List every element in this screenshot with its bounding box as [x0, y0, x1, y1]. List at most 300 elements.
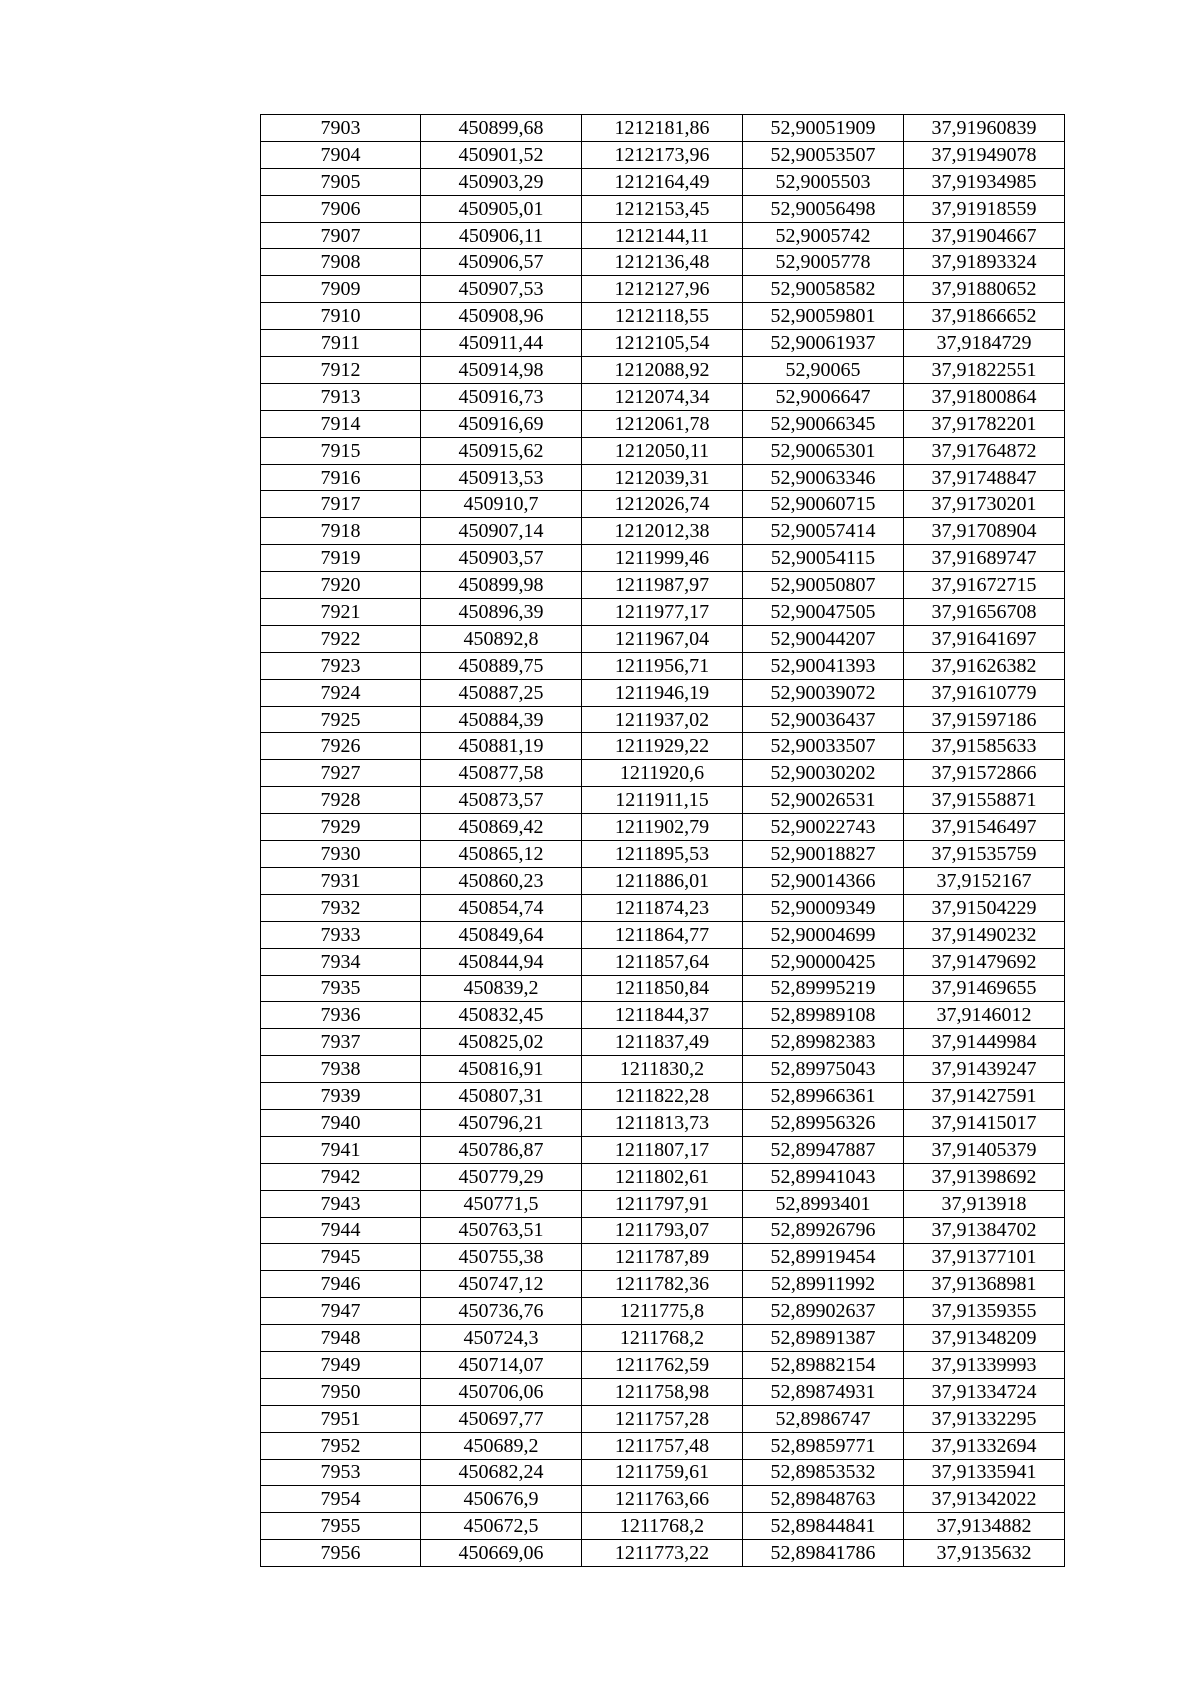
- table-row: [261, 195, 1065, 222]
- longitude-cell: 37,91641697: [904, 625, 1065, 652]
- latitude-cell: 52,90060715: [743, 491, 904, 518]
- point-number-cell: 7918: [261, 518, 421, 545]
- x-coordinate-cell: 450763,51: [421, 1217, 582, 1244]
- point-number-cell: 7924: [261, 679, 421, 706]
- table-row: [261, 437, 1065, 464]
- x-coordinate-cell: 450914,98: [421, 357, 582, 384]
- y-coordinate-cell: 1211967,04: [582, 625, 743, 652]
- y-coordinate-cell: 1211895,53: [582, 841, 743, 868]
- table-row: [261, 1298, 1065, 1325]
- y-coordinate-cell: 1212181,86: [582, 115, 743, 142]
- table-row: [261, 464, 1065, 491]
- y-coordinate-cell: 1211797,91: [582, 1190, 743, 1217]
- table-row: [261, 841, 1065, 868]
- longitude-cell: 37,91439247: [904, 1056, 1065, 1083]
- point-number-cell: 7913: [261, 383, 421, 410]
- point-number-cell: 7943: [261, 1190, 421, 1217]
- table-row: [261, 168, 1065, 195]
- longitude-cell: 37,91822551: [904, 357, 1065, 384]
- x-coordinate-cell: 450796,21: [421, 1109, 582, 1136]
- longitude-cell: 37,9134882: [904, 1513, 1065, 1540]
- y-coordinate-cell: 1211775,8: [582, 1298, 743, 1325]
- point-number-cell: 7912: [261, 357, 421, 384]
- latitude-cell: 52,90044207: [743, 625, 904, 652]
- x-coordinate-cell: 450786,87: [421, 1136, 582, 1163]
- longitude-cell: 37,91610779: [904, 679, 1065, 706]
- point-number-cell: 7938: [261, 1056, 421, 1083]
- y-coordinate-cell: 1211929,22: [582, 733, 743, 760]
- longitude-cell: 37,91359355: [904, 1298, 1065, 1325]
- longitude-cell: 37,91800864: [904, 383, 1065, 410]
- point-number-cell: 7915: [261, 437, 421, 464]
- point-number-cell: 7903: [261, 115, 421, 142]
- point-number-cell: 7940: [261, 1109, 421, 1136]
- latitude-cell: 52,89841786: [743, 1540, 904, 1567]
- y-coordinate-cell: 1211758,98: [582, 1378, 743, 1405]
- y-coordinate-cell: 1211920,6: [582, 760, 743, 787]
- y-coordinate-cell: 1211864,77: [582, 921, 743, 948]
- longitude-cell: 37,91572866: [904, 760, 1065, 787]
- x-coordinate-cell: 450697,77: [421, 1405, 582, 1432]
- point-number-cell: 7939: [261, 1083, 421, 1110]
- y-coordinate-cell: 1211987,97: [582, 572, 743, 599]
- y-coordinate-cell: 1212153,45: [582, 195, 743, 222]
- longitude-cell: 37,91348209: [904, 1325, 1065, 1352]
- x-coordinate-cell: 450877,58: [421, 760, 582, 787]
- table-row: [261, 652, 1065, 679]
- point-number-cell: 7906: [261, 195, 421, 222]
- point-number-cell: 7922: [261, 625, 421, 652]
- latitude-cell: 52,89956326: [743, 1109, 904, 1136]
- x-coordinate-cell: 450747,12: [421, 1271, 582, 1298]
- table-row: [261, 1513, 1065, 1540]
- longitude-cell: 37,913918: [904, 1190, 1065, 1217]
- latitude-cell: 52,90050807: [743, 572, 904, 599]
- x-coordinate-cell: 450887,25: [421, 679, 582, 706]
- x-coordinate-cell: 450903,57: [421, 545, 582, 572]
- latitude-cell: 52,90036437: [743, 706, 904, 733]
- x-coordinate-cell: 450906,57: [421, 249, 582, 276]
- x-coordinate-cell: 450913,53: [421, 464, 582, 491]
- longitude-cell: 37,9184729: [904, 330, 1065, 357]
- y-coordinate-cell: 1212026,74: [582, 491, 743, 518]
- point-number-cell: 7932: [261, 894, 421, 921]
- longitude-cell: 37,91893324: [904, 249, 1065, 276]
- latitude-cell: 52,90039072: [743, 679, 904, 706]
- table-row: [261, 1163, 1065, 1190]
- table-row: [261, 572, 1065, 599]
- y-coordinate-cell: 1211911,15: [582, 787, 743, 814]
- x-coordinate-cell: 450916,69: [421, 410, 582, 437]
- point-number-cell: 7919: [261, 545, 421, 572]
- x-coordinate-cell: 450881,19: [421, 733, 582, 760]
- table-row: [261, 1109, 1065, 1136]
- y-coordinate-cell: 1211857,64: [582, 948, 743, 975]
- longitude-cell: 37,91656708: [904, 599, 1065, 626]
- point-number-cell: 7936: [261, 1002, 421, 1029]
- latitude-cell: 52,90066345: [743, 410, 904, 437]
- y-coordinate-cell: 1211977,17: [582, 599, 743, 626]
- longitude-cell: 37,91708904: [904, 518, 1065, 545]
- latitude-cell: 52,89911992: [743, 1271, 904, 1298]
- point-number-cell: 7956: [261, 1540, 421, 1567]
- longitude-cell: 37,91748847: [904, 464, 1065, 491]
- longitude-cell: 37,91918559: [904, 195, 1065, 222]
- point-number-cell: 7917: [261, 491, 421, 518]
- longitude-cell: 37,91342022: [904, 1486, 1065, 1513]
- x-coordinate-cell: 450839,2: [421, 975, 582, 1002]
- latitude-cell: 52,8986747: [743, 1405, 904, 1432]
- longitude-cell: 37,9146012: [904, 1002, 1065, 1029]
- y-coordinate-cell: 1212061,78: [582, 410, 743, 437]
- latitude-cell: 52,90065301: [743, 437, 904, 464]
- y-coordinate-cell: 1211762,59: [582, 1351, 743, 1378]
- x-coordinate-cell: 450908,96: [421, 303, 582, 330]
- longitude-cell: 37,91880652: [904, 276, 1065, 303]
- y-coordinate-cell: 1212012,38: [582, 518, 743, 545]
- point-number-cell: 7930: [261, 841, 421, 868]
- y-coordinate-cell: 1211773,22: [582, 1540, 743, 1567]
- latitude-cell: 52,89995219: [743, 975, 904, 1002]
- table-row: [261, 115, 1065, 142]
- table-row: [261, 867, 1065, 894]
- latitude-cell: 52,90058582: [743, 276, 904, 303]
- table-row: [261, 1002, 1065, 1029]
- table-row: [261, 948, 1065, 975]
- latitude-cell: 52,89902637: [743, 1298, 904, 1325]
- table-row: [261, 545, 1065, 572]
- point-number-cell: 7904: [261, 141, 421, 168]
- y-coordinate-cell: 1212050,11: [582, 437, 743, 464]
- longitude-cell: 37,91368981: [904, 1271, 1065, 1298]
- longitude-cell: 37,91384702: [904, 1217, 1065, 1244]
- x-coordinate-cell: 450682,24: [421, 1459, 582, 1486]
- point-number-cell: 7950: [261, 1378, 421, 1405]
- y-coordinate-cell: 1211956,71: [582, 652, 743, 679]
- longitude-cell: 37,91427591: [904, 1083, 1065, 1110]
- y-coordinate-cell: 1212105,54: [582, 330, 743, 357]
- x-coordinate-cell: 450915,62: [421, 437, 582, 464]
- longitude-cell: 37,91479692: [904, 948, 1065, 975]
- y-coordinate-cell: 1211757,28: [582, 1405, 743, 1432]
- table-row: [261, 1378, 1065, 1405]
- x-coordinate-cell: 450869,42: [421, 814, 582, 841]
- y-coordinate-cell: 1211802,61: [582, 1163, 743, 1190]
- x-coordinate-cell: 450860,23: [421, 867, 582, 894]
- point-number-cell: 7934: [261, 948, 421, 975]
- point-number-cell: 7928: [261, 787, 421, 814]
- y-coordinate-cell: 1211874,23: [582, 894, 743, 921]
- longitude-cell: 37,91332295: [904, 1405, 1065, 1432]
- point-number-cell: 7954: [261, 1486, 421, 1513]
- x-coordinate-cell: 450854,74: [421, 894, 582, 921]
- longitude-cell: 37,91377101: [904, 1244, 1065, 1271]
- x-coordinate-cell: 450849,64: [421, 921, 582, 948]
- longitude-cell: 37,91585633: [904, 733, 1065, 760]
- y-coordinate-cell: 1211844,37: [582, 1002, 743, 1029]
- latitude-cell: 52,90033507: [743, 733, 904, 760]
- point-number-cell: 7910: [261, 303, 421, 330]
- y-coordinate-cell: 1211759,61: [582, 1459, 743, 1486]
- y-coordinate-cell: 1211768,2: [582, 1325, 743, 1352]
- table-row: [261, 1056, 1065, 1083]
- latitude-cell: 52,89844841: [743, 1513, 904, 1540]
- table-row: [261, 787, 1065, 814]
- longitude-cell: 37,91504229: [904, 894, 1065, 921]
- table-row: [261, 1432, 1065, 1459]
- longitude-cell: 37,91405379: [904, 1136, 1065, 1163]
- longitude-cell: 37,91546497: [904, 814, 1065, 841]
- latitude-cell: 52,89919454: [743, 1244, 904, 1271]
- x-coordinate-cell: 450669,06: [421, 1540, 582, 1567]
- table-row: [261, 1459, 1065, 1486]
- longitude-cell: 37,9152167: [904, 867, 1065, 894]
- latitude-cell: 52,89947887: [743, 1136, 904, 1163]
- table-row: [261, 410, 1065, 437]
- y-coordinate-cell: 1212136,48: [582, 249, 743, 276]
- x-coordinate-cell: 450832,45: [421, 1002, 582, 1029]
- y-coordinate-cell: 1211822,28: [582, 1083, 743, 1110]
- point-number-cell: 7921: [261, 599, 421, 626]
- table-row: [261, 625, 1065, 652]
- latitude-cell: 52,90059801: [743, 303, 904, 330]
- latitude-cell: 52,9005503: [743, 168, 904, 195]
- longitude-cell: 37,91866652: [904, 303, 1065, 330]
- latitude-cell: 52,9006647: [743, 383, 904, 410]
- x-coordinate-cell: 450844,94: [421, 948, 582, 975]
- latitude-cell: 52,9005742: [743, 222, 904, 249]
- x-coordinate-cell: 450899,98: [421, 572, 582, 599]
- table-row: [261, 249, 1065, 276]
- longitude-cell: 37,91334724: [904, 1378, 1065, 1405]
- latitude-cell: 52,90000425: [743, 948, 904, 975]
- x-coordinate-cell: 450889,75: [421, 652, 582, 679]
- x-coordinate-cell: 450755,38: [421, 1244, 582, 1271]
- point-number-cell: 7926: [261, 733, 421, 760]
- table-row: [261, 1244, 1065, 1271]
- point-number-cell: 7945: [261, 1244, 421, 1271]
- table-row: [261, 357, 1065, 384]
- latitude-cell: 52,90018827: [743, 841, 904, 868]
- point-number-cell: 7942: [261, 1163, 421, 1190]
- latitude-cell: 52,89989108: [743, 1002, 904, 1029]
- coordinates-table-body: [261, 115, 1065, 1567]
- x-coordinate-cell: 450907,14: [421, 518, 582, 545]
- y-coordinate-cell: 1211902,79: [582, 814, 743, 841]
- y-coordinate-cell: 1211837,49: [582, 1029, 743, 1056]
- table-row: [261, 222, 1065, 249]
- latitude-cell: 52,89848763: [743, 1486, 904, 1513]
- coordinates-table: [260, 114, 1065, 1567]
- x-coordinate-cell: 450873,57: [421, 787, 582, 814]
- table-row: [261, 1217, 1065, 1244]
- latitude-cell: 52,90047505: [743, 599, 904, 626]
- table-row: [261, 1190, 1065, 1217]
- longitude-cell: 37,91782201: [904, 410, 1065, 437]
- longitude-cell: 37,91626382: [904, 652, 1065, 679]
- y-coordinate-cell: 1212088,92: [582, 357, 743, 384]
- x-coordinate-cell: 450899,68: [421, 115, 582, 142]
- point-number-cell: 7955: [261, 1513, 421, 1540]
- x-coordinate-cell: 450807,31: [421, 1083, 582, 1110]
- latitude-cell: 52,90009349: [743, 894, 904, 921]
- longitude-cell: 37,91730201: [904, 491, 1065, 518]
- x-coordinate-cell: 450916,73: [421, 383, 582, 410]
- longitude-cell: 37,91672715: [904, 572, 1065, 599]
- point-number-cell: 7905: [261, 168, 421, 195]
- y-coordinate-cell: 1211999,46: [582, 545, 743, 572]
- table-row: [261, 303, 1065, 330]
- x-coordinate-cell: 450896,39: [421, 599, 582, 626]
- point-number-cell: 7914: [261, 410, 421, 437]
- x-coordinate-cell: 450779,29: [421, 1163, 582, 1190]
- table-row: [261, 733, 1065, 760]
- table-row: [261, 330, 1065, 357]
- y-coordinate-cell: 1211787,89: [582, 1244, 743, 1271]
- latitude-cell: 52,89859771: [743, 1432, 904, 1459]
- x-coordinate-cell: 450672,5: [421, 1513, 582, 1540]
- y-coordinate-cell: 1212173,96: [582, 141, 743, 168]
- x-coordinate-cell: 450736,76: [421, 1298, 582, 1325]
- point-number-cell: 7953: [261, 1459, 421, 1486]
- point-number-cell: 7907: [261, 222, 421, 249]
- table-row: [261, 975, 1065, 1002]
- x-coordinate-cell: 450910,7: [421, 491, 582, 518]
- point-number-cell: 7949: [261, 1351, 421, 1378]
- x-coordinate-cell: 450906,11: [421, 222, 582, 249]
- longitude-cell: 37,91949078: [904, 141, 1065, 168]
- latitude-cell: 52,90054115: [743, 545, 904, 572]
- point-number-cell: 7933: [261, 921, 421, 948]
- point-number-cell: 7935: [261, 975, 421, 1002]
- y-coordinate-cell: 1211850,84: [582, 975, 743, 1002]
- point-number-cell: 7952: [261, 1432, 421, 1459]
- point-number-cell: 7925: [261, 706, 421, 733]
- latitude-cell: 52,90022743: [743, 814, 904, 841]
- table-row: [261, 706, 1065, 733]
- latitude-cell: 52,90051909: [743, 115, 904, 142]
- longitude-cell: 37,91934985: [904, 168, 1065, 195]
- y-coordinate-cell: 1212127,96: [582, 276, 743, 303]
- x-coordinate-cell: 450903,29: [421, 168, 582, 195]
- point-number-cell: 7908: [261, 249, 421, 276]
- point-number-cell: 7923: [261, 652, 421, 679]
- table-row: [261, 1136, 1065, 1163]
- table-row: [261, 1540, 1065, 1567]
- table-row: [261, 518, 1065, 545]
- longitude-cell: 37,91398692: [904, 1163, 1065, 1190]
- x-coordinate-cell: 450907,53: [421, 276, 582, 303]
- longitude-cell: 37,91469655: [904, 975, 1065, 1002]
- longitude-cell: 37,91597186: [904, 706, 1065, 733]
- table-row: [261, 679, 1065, 706]
- latitude-cell: 52,89853532: [743, 1459, 904, 1486]
- point-number-cell: 7946: [261, 1271, 421, 1298]
- y-coordinate-cell: 1211782,36: [582, 1271, 743, 1298]
- table-row: [261, 760, 1065, 787]
- latitude-cell: 52,90065: [743, 357, 904, 384]
- longitude-cell: 37,9135632: [904, 1540, 1065, 1567]
- latitude-cell: 52,89966361: [743, 1083, 904, 1110]
- y-coordinate-cell: 1212164,49: [582, 168, 743, 195]
- latitude-cell: 52,90030202: [743, 760, 904, 787]
- y-coordinate-cell: 1212118,55: [582, 303, 743, 330]
- x-coordinate-cell: 450905,01: [421, 195, 582, 222]
- y-coordinate-cell: 1211886,01: [582, 867, 743, 894]
- latitude-cell: 52,90026531: [743, 787, 904, 814]
- latitude-cell: 52,89926796: [743, 1217, 904, 1244]
- y-coordinate-cell: 1211813,73: [582, 1109, 743, 1136]
- table-row: [261, 276, 1065, 303]
- table-row: [261, 1271, 1065, 1298]
- latitude-cell: 52,90063346: [743, 464, 904, 491]
- latitude-cell: 52,90057414: [743, 518, 904, 545]
- point-number-cell: 7944: [261, 1217, 421, 1244]
- table-row: [261, 1325, 1065, 1352]
- table-row: [261, 1351, 1065, 1378]
- latitude-cell: 52,8993401: [743, 1190, 904, 1217]
- latitude-cell: 52,90014366: [743, 867, 904, 894]
- y-coordinate-cell: 1212144,11: [582, 222, 743, 249]
- x-coordinate-cell: 450676,9: [421, 1486, 582, 1513]
- point-number-cell: 7947: [261, 1298, 421, 1325]
- table-row: [261, 1405, 1065, 1432]
- latitude-cell: 52,90061937: [743, 330, 904, 357]
- longitude-cell: 37,91332694: [904, 1432, 1065, 1459]
- longitude-cell: 37,91764872: [904, 437, 1065, 464]
- point-number-cell: 7948: [261, 1325, 421, 1352]
- x-coordinate-cell: 450825,02: [421, 1029, 582, 1056]
- longitude-cell: 37,91689747: [904, 545, 1065, 572]
- table-row: [261, 491, 1065, 518]
- latitude-cell: 52,89874931: [743, 1378, 904, 1405]
- point-number-cell: 7951: [261, 1405, 421, 1432]
- table-row: [261, 383, 1065, 410]
- point-number-cell: 7916: [261, 464, 421, 491]
- y-coordinate-cell: 1211763,66: [582, 1486, 743, 1513]
- x-coordinate-cell: 450884,39: [421, 706, 582, 733]
- x-coordinate-cell: 450901,52: [421, 141, 582, 168]
- point-number-cell: 7927: [261, 760, 421, 787]
- longitude-cell: 37,91449984: [904, 1029, 1065, 1056]
- point-number-cell: 7941: [261, 1136, 421, 1163]
- table-row: [261, 1486, 1065, 1513]
- latitude-cell: 52,90004699: [743, 921, 904, 948]
- y-coordinate-cell: 1211793,07: [582, 1217, 743, 1244]
- x-coordinate-cell: 450911,44: [421, 330, 582, 357]
- table-row: [261, 814, 1065, 841]
- latitude-cell: 52,89882154: [743, 1351, 904, 1378]
- x-coordinate-cell: 450689,2: [421, 1432, 582, 1459]
- y-coordinate-cell: 1211830,2: [582, 1056, 743, 1083]
- longitude-cell: 37,91535759: [904, 841, 1065, 868]
- point-number-cell: 7929: [261, 814, 421, 841]
- latitude-cell: 52,89975043: [743, 1056, 904, 1083]
- x-coordinate-cell: 450771,5: [421, 1190, 582, 1217]
- longitude-cell: 37,91490232: [904, 921, 1065, 948]
- x-coordinate-cell: 450816,91: [421, 1056, 582, 1083]
- y-coordinate-cell: 1211757,48: [582, 1432, 743, 1459]
- y-coordinate-cell: 1212074,34: [582, 383, 743, 410]
- x-coordinate-cell: 450724,3: [421, 1325, 582, 1352]
- latitude-cell: 52,90056498: [743, 195, 904, 222]
- latitude-cell: 52,90053507: [743, 141, 904, 168]
- x-coordinate-cell: 450865,12: [421, 841, 582, 868]
- table-row: [261, 141, 1065, 168]
- x-coordinate-cell: 450706,06: [421, 1378, 582, 1405]
- latitude-cell: 52,89891387: [743, 1325, 904, 1352]
- x-coordinate-cell: 450892,8: [421, 625, 582, 652]
